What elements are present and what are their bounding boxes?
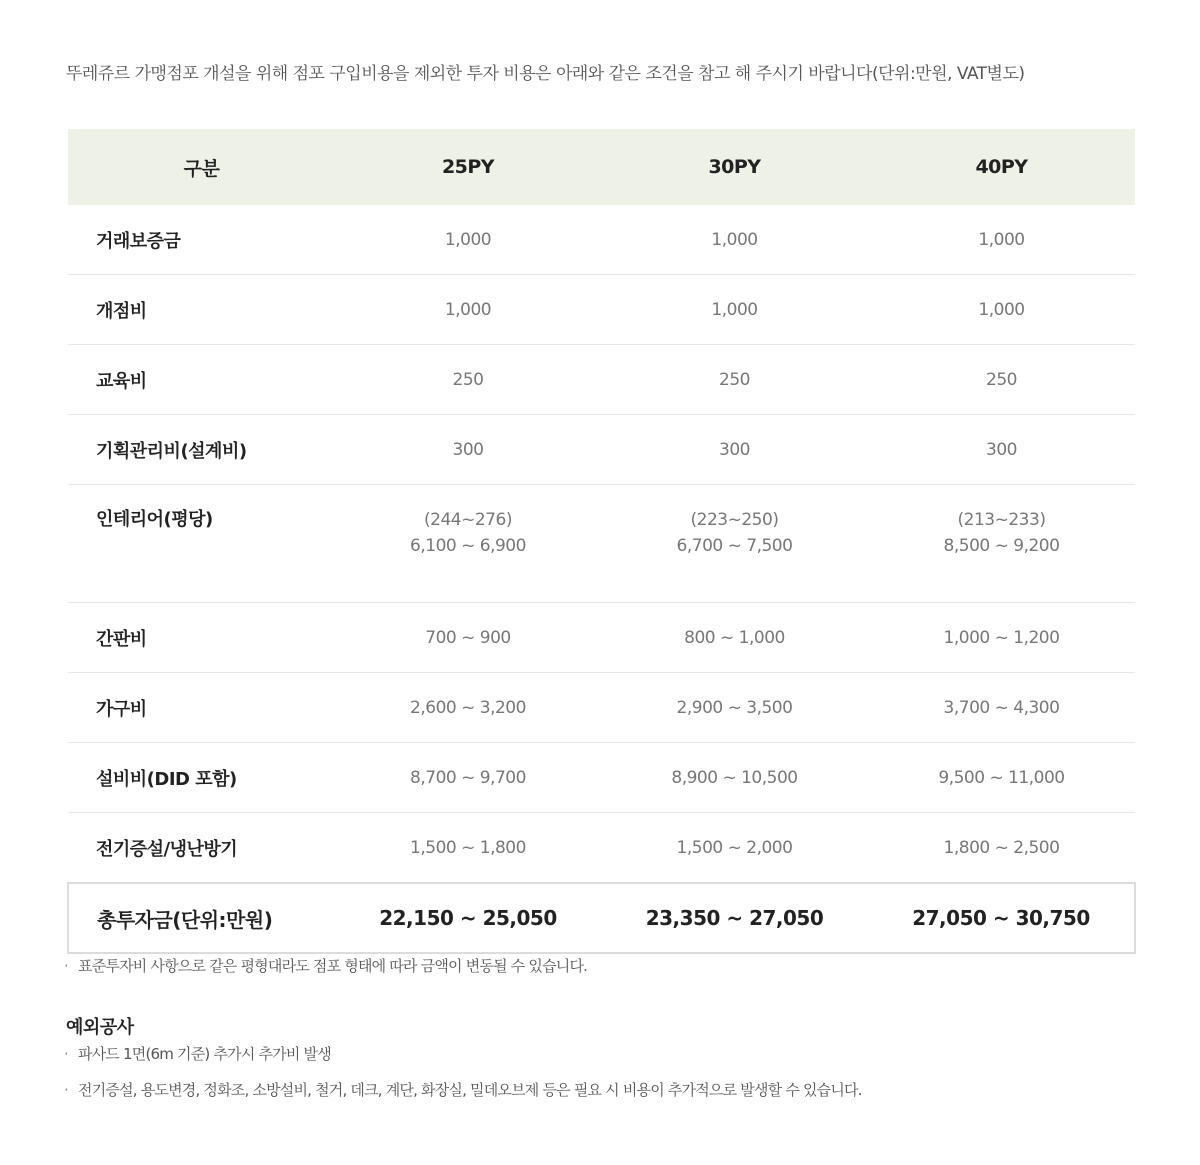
cell-25py: 2,600 ~ 3,200 bbox=[335, 673, 601, 743]
header-40py: 40PY bbox=[868, 129, 1135, 205]
per-pyeong-range: (244~276) bbox=[424, 510, 512, 530]
row-label: 교육비 bbox=[68, 345, 335, 415]
per-pyeong-range: (213~233) bbox=[957, 510, 1046, 530]
cell-40py: 1,000 bbox=[868, 275, 1135, 345]
table-row bbox=[68, 415, 1135, 485]
table-header-row bbox=[68, 129, 1135, 205]
cell-40py: 250 bbox=[868, 345, 1135, 415]
investment-cost-table bbox=[67, 129, 1136, 954]
cell-30py: 1,000 bbox=[601, 205, 868, 275]
header-25py: 25PY bbox=[335, 129, 601, 205]
row-label: 기획관리비(설계비) bbox=[68, 415, 335, 485]
intro-text: 뚜레쥬르 가맹점포 개설을 위해 점포 구입비용을 제외한 투자 비용은 아래와 같은 조건을 참고 해 주시기 바랍니다(단위:만원, VAT별도) bbox=[66, 64, 1025, 84]
per-pyeong-range: (223~250) bbox=[690, 510, 779, 530]
table-row bbox=[68, 205, 1135, 275]
cell-30py: 250 bbox=[601, 345, 868, 415]
cell-25py: 1,500 ~ 1,800 bbox=[335, 813, 601, 884]
cell-30py bbox=[601, 485, 868, 603]
table-row bbox=[68, 813, 1135, 884]
cell-25py bbox=[335, 485, 601, 603]
total-range: 8,500 ~ 9,200 bbox=[943, 536, 1060, 556]
total-range: 6,700 ~ 7,500 bbox=[676, 536, 793, 556]
exception-title: 예외공사 bbox=[66, 1017, 134, 1038]
cell-40py: 1,000 bbox=[868, 205, 1135, 275]
header-category: 구분 bbox=[68, 129, 335, 205]
table-row bbox=[68, 345, 1135, 415]
cell-30py: 800 ~ 1,000 bbox=[601, 603, 868, 673]
bullet-icon: · bbox=[64, 1081, 68, 1099]
total-25py: 22,150 ~ 25,050 bbox=[335, 883, 601, 953]
total-row bbox=[68, 883, 1135, 953]
total-40py: 27,050 ~ 30,750 bbox=[868, 883, 1135, 953]
row-label: 전기증설/냉난방기 bbox=[68, 813, 335, 884]
total-30py: 23,350 ~ 27,050 bbox=[601, 883, 868, 953]
row-label: 거래보증금 bbox=[68, 205, 335, 275]
note-text: 표준투자비 사항으로 같은 평형대라도 점포 형태에 따라 금액이 변동될 수 있습니다. bbox=[78, 957, 588, 975]
table-row bbox=[68, 275, 1135, 345]
note-text: 전기증설, 용도변경, 정화조, 소방설비, 철거, 데크, 계단, 화장실, 밀데오브제 등은 필요 시 비용이 추가적으로 발생할 수 있습니다. bbox=[78, 1081, 862, 1099]
cell-40py: 1,000 ~ 1,200 bbox=[868, 603, 1135, 673]
cell-25py: 300 bbox=[335, 415, 601, 485]
cell-40py bbox=[868, 485, 1135, 603]
table-row bbox=[68, 485, 1135, 603]
bullet-icon: · bbox=[64, 957, 68, 975]
cell-25py: 8,700 ~ 9,700 bbox=[335, 743, 601, 813]
row-label: 인테리어(평당) bbox=[68, 485, 335, 603]
cell-30py: 2,900 ~ 3,500 bbox=[601, 673, 868, 743]
row-label: 간판비 bbox=[68, 603, 335, 673]
cell-25py: 1,000 bbox=[335, 205, 601, 275]
note-text: 파사드 1면(6m 기준) 추가시 추가비 발생 bbox=[78, 1045, 331, 1063]
total-label: 총투자금(단위:만원) bbox=[68, 883, 335, 953]
cell-40py: 9,500 ~ 11,000 bbox=[868, 743, 1135, 813]
exception-note bbox=[64, 1079, 862, 1100]
total-range: 6,100 ~ 6,900 bbox=[410, 536, 526, 556]
cell-40py: 300 bbox=[868, 415, 1135, 485]
standard-cost-note bbox=[64, 955, 587, 976]
cell-30py: 8,900 ~ 10,500 bbox=[601, 743, 868, 813]
table-row bbox=[68, 603, 1135, 673]
bullet-icon: · bbox=[64, 1045, 68, 1063]
table-row bbox=[68, 673, 1135, 743]
cell-25py: 250 bbox=[335, 345, 601, 415]
cell-30py: 300 bbox=[601, 415, 868, 485]
cell-30py: 1,500 ~ 2,000 bbox=[601, 813, 868, 884]
exception-note bbox=[64, 1043, 331, 1064]
row-label: 설비비(DID 포함) bbox=[68, 743, 335, 813]
header-30py: 30PY bbox=[601, 129, 868, 205]
row-label: 가구비 bbox=[68, 673, 335, 743]
cell-25py: 1,000 bbox=[335, 275, 601, 345]
cell-40py: 3,700 ~ 4,300 bbox=[868, 673, 1135, 743]
table-row bbox=[68, 743, 1135, 813]
cell-25py: 700 ~ 900 bbox=[335, 603, 601, 673]
row-label: 개점비 bbox=[68, 275, 335, 345]
cell-40py: 1,800 ~ 2,500 bbox=[868, 813, 1135, 884]
cell-30py: 1,000 bbox=[601, 275, 868, 345]
